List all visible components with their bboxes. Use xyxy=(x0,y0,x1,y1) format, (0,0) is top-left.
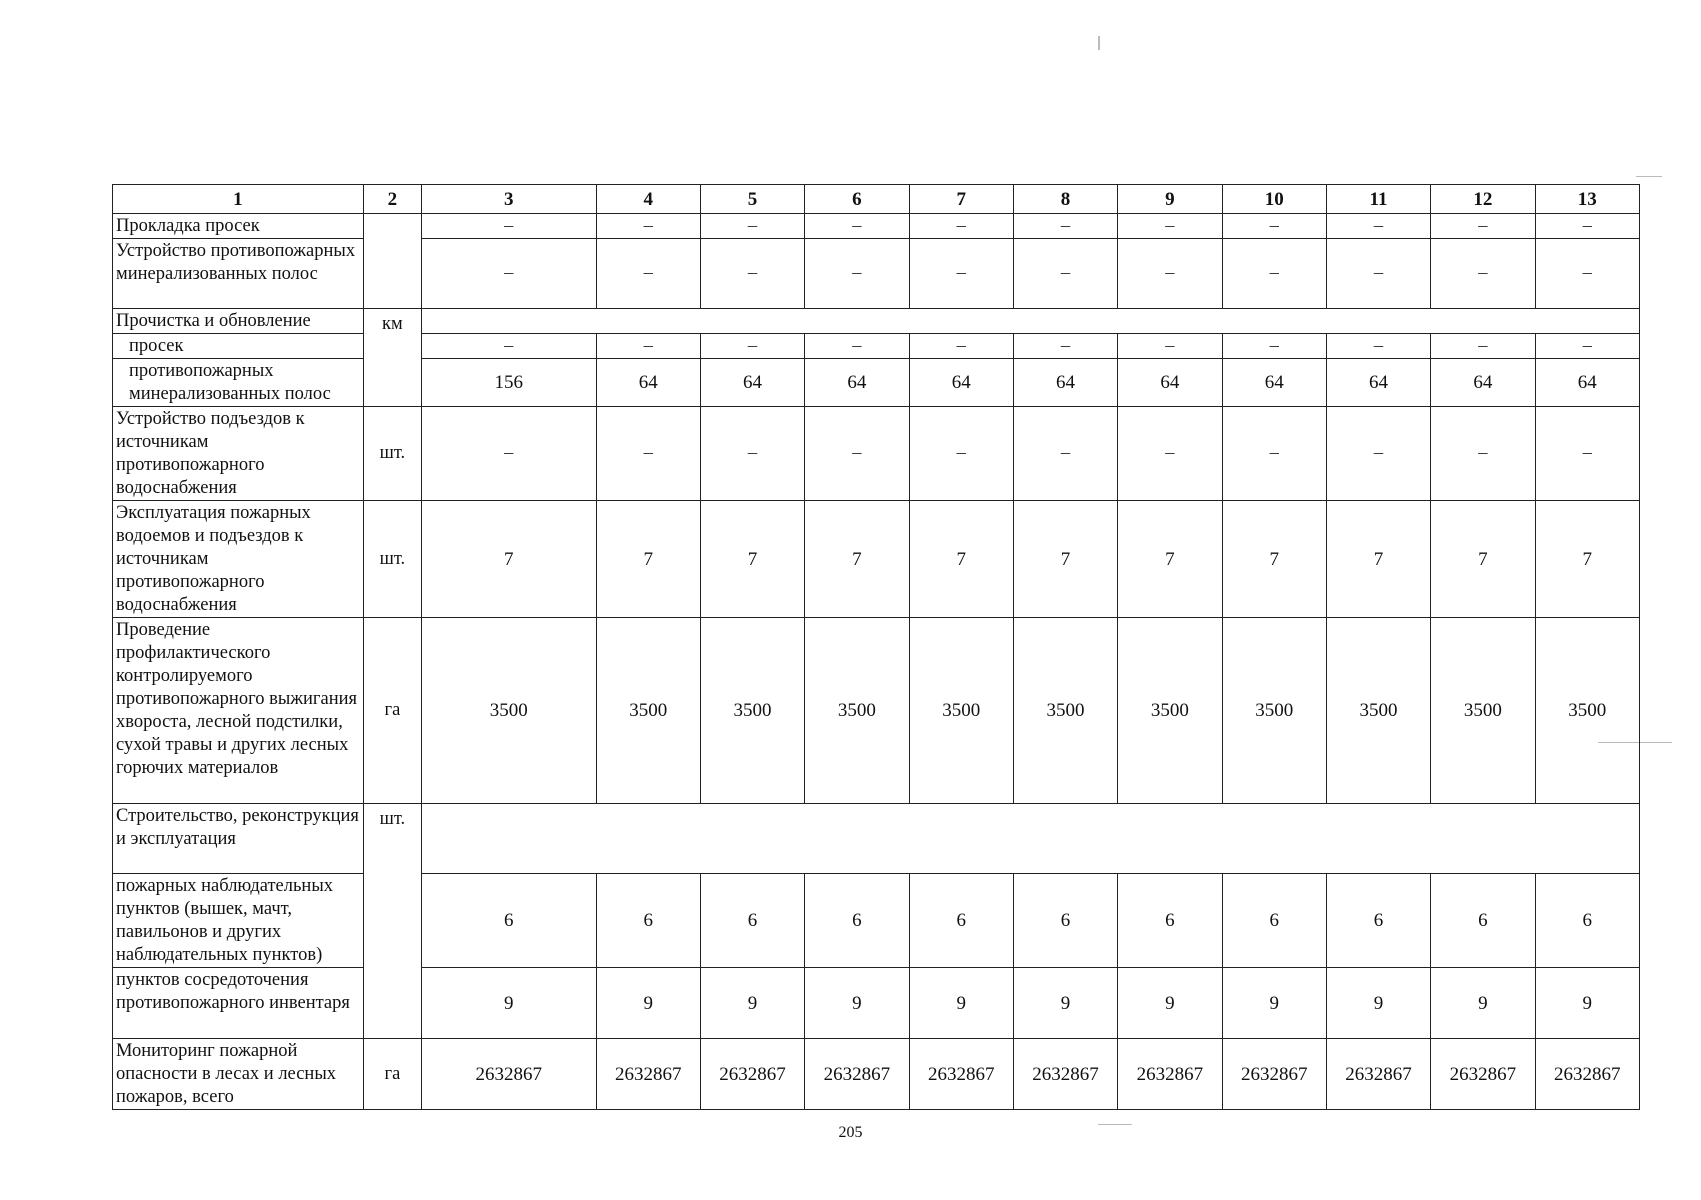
column-header: 4 xyxy=(596,185,700,214)
value-cell: 6 xyxy=(596,874,700,968)
value-cell: – xyxy=(1118,407,1222,501)
value-cell: – xyxy=(1535,407,1639,501)
value-cell: 3500 xyxy=(805,618,909,804)
value-cell: – xyxy=(1326,407,1430,501)
value-cell: 9 xyxy=(909,968,1013,1039)
value-cell: 9 xyxy=(700,968,804,1039)
scan-speck xyxy=(1098,36,1100,50)
column-header: 6 xyxy=(805,185,909,214)
value-cell: – xyxy=(909,214,1013,239)
value-cell: 6 xyxy=(909,874,1013,968)
value-cell: 2632867 xyxy=(1118,1039,1222,1110)
value-cell: 9 xyxy=(805,968,909,1039)
value-cell: 6 xyxy=(1013,874,1117,968)
unit-cell xyxy=(363,214,421,309)
value-cell: 6 xyxy=(1118,874,1222,968)
row-label: Строительство, реконструкция и эксплуатация xyxy=(113,804,364,874)
value-cell: 2632867 xyxy=(805,1039,909,1110)
header-row xyxy=(113,185,1640,214)
empty-span-cell xyxy=(422,804,1640,874)
value-cell: – xyxy=(1118,334,1222,359)
value-cell: 3500 xyxy=(1222,618,1326,804)
value-cell: – xyxy=(805,407,909,501)
value-cell: 3500 xyxy=(422,618,597,804)
column-header: 7 xyxy=(909,185,1013,214)
value-cell: – xyxy=(1013,334,1117,359)
value-cell: 9 xyxy=(1118,968,1222,1039)
column-header: 10 xyxy=(1222,185,1326,214)
value-cell: 64 xyxy=(1326,359,1430,407)
value-cell: – xyxy=(1431,239,1535,309)
value-cell: – xyxy=(1326,334,1430,359)
value-cell: 7 xyxy=(1326,501,1430,618)
table-row xyxy=(113,501,1640,618)
value-cell: – xyxy=(1222,239,1326,309)
table-row xyxy=(113,334,1640,359)
value-cell: 9 xyxy=(1431,968,1535,1039)
value-cell: 6 xyxy=(1431,874,1535,968)
value-cell: – xyxy=(1326,214,1430,239)
value-cell: – xyxy=(909,334,1013,359)
value-cell: 7 xyxy=(1222,501,1326,618)
value-cell: – xyxy=(1013,407,1117,501)
unit-cell: шт. xyxy=(363,501,421,618)
value-cell: 3500 xyxy=(1535,618,1639,804)
value-cell: – xyxy=(422,214,597,239)
column-header: 3 xyxy=(422,185,597,214)
value-cell: 9 xyxy=(1222,968,1326,1039)
row-label: пожарных наблюдательных пунктов (вышек, мачт, павильонов и других наблюдательных пунктов) xyxy=(113,874,364,968)
row-label: Эксплуатация пожарных водоемов и подъездов к источникам противопожарного водоснабжения xyxy=(113,501,364,618)
table-row xyxy=(113,968,1640,1039)
value-cell: 9 xyxy=(422,968,597,1039)
value-cell: – xyxy=(1535,239,1639,309)
column-header: 1 xyxy=(113,185,364,214)
row-label: противопожарных минерализованных полос xyxy=(113,359,364,407)
value-cell: 64 xyxy=(909,359,1013,407)
value-cell: 7 xyxy=(909,501,1013,618)
value-cell: 3500 xyxy=(1326,618,1430,804)
unit-cell: шт. xyxy=(363,804,421,1039)
value-cell: 3500 xyxy=(1431,618,1535,804)
value-cell: 6 xyxy=(1535,874,1639,968)
unit-cell: шт. xyxy=(363,407,421,501)
value-cell: – xyxy=(1222,334,1326,359)
value-cell: 64 xyxy=(1118,359,1222,407)
value-cell: 7 xyxy=(596,501,700,618)
value-cell: – xyxy=(1222,407,1326,501)
value-cell: 3500 xyxy=(700,618,804,804)
table-row xyxy=(113,1039,1640,1110)
value-cell: – xyxy=(700,214,804,239)
value-cell: 2632867 xyxy=(422,1039,597,1110)
value-cell: 7 xyxy=(1535,501,1639,618)
value-cell: – xyxy=(1326,239,1430,309)
value-cell: 64 xyxy=(1535,359,1639,407)
value-cell: – xyxy=(1535,214,1639,239)
value-cell: 9 xyxy=(596,968,700,1039)
row-label: Мониторинг пожарной опасности в лесах и лесных пожаров, всего xyxy=(113,1039,364,1110)
value-cell: 64 xyxy=(1013,359,1117,407)
value-cell: 7 xyxy=(1431,501,1535,618)
value-cell: 7 xyxy=(1118,501,1222,618)
row-label: Прочистка и обновление xyxy=(113,309,364,334)
value-cell: 3500 xyxy=(909,618,1013,804)
value-cell: 9 xyxy=(1535,968,1639,1039)
value-cell: – xyxy=(596,334,700,359)
value-cell: 2632867 xyxy=(1535,1039,1639,1110)
value-cell: 9 xyxy=(1013,968,1117,1039)
value-cell: – xyxy=(1535,334,1639,359)
value-cell: – xyxy=(1013,214,1117,239)
value-cell: – xyxy=(805,239,909,309)
unit-cell: га xyxy=(363,1039,421,1110)
value-cell: – xyxy=(596,407,700,501)
unit-cell: га xyxy=(363,618,421,804)
value-cell: – xyxy=(1222,214,1326,239)
row-label: Устройство противопожарных минерализованных полос xyxy=(113,239,364,309)
value-cell: – xyxy=(909,407,1013,501)
value-cell: 6 xyxy=(1326,874,1430,968)
value-cell: – xyxy=(596,214,700,239)
column-header: 9 xyxy=(1118,185,1222,214)
value-cell: 64 xyxy=(1431,359,1535,407)
value-cell: – xyxy=(805,334,909,359)
column-header: 5 xyxy=(700,185,804,214)
column-header: 8 xyxy=(1013,185,1117,214)
value-cell: 6 xyxy=(805,874,909,968)
value-cell: – xyxy=(700,407,804,501)
unit-cell: км xyxy=(363,309,421,407)
value-cell: 64 xyxy=(1222,359,1326,407)
value-cell: – xyxy=(1431,334,1535,359)
row-label: просек xyxy=(113,334,364,359)
value-cell: – xyxy=(700,239,804,309)
page-number: 205 xyxy=(838,1124,863,1141)
table-row xyxy=(113,407,1640,501)
fire-prevention-table xyxy=(112,184,1640,1110)
value-cell: 7 xyxy=(700,501,804,618)
value-cell: 7 xyxy=(1013,501,1117,618)
row-label: Устройство подъездов к источникам противопожарного водоснабжения xyxy=(113,407,364,501)
value-cell: – xyxy=(422,407,597,501)
value-cell: 3500 xyxy=(1118,618,1222,804)
column-header: 13 xyxy=(1535,185,1639,214)
value-cell: 2632867 xyxy=(700,1039,804,1110)
value-cell: – xyxy=(422,334,597,359)
value-cell: 2632867 xyxy=(596,1039,700,1110)
table-row xyxy=(113,874,1640,968)
row-label: пунктов сосредоточения противопожарного инвентаря xyxy=(113,968,364,1039)
value-cell: 2632867 xyxy=(909,1039,1013,1110)
value-cell: 7 xyxy=(422,501,597,618)
value-cell: 6 xyxy=(1222,874,1326,968)
value-cell: 2632867 xyxy=(1013,1039,1117,1110)
row-label: Прокладка просек xyxy=(113,214,364,239)
value-cell: 64 xyxy=(805,359,909,407)
value-cell: 64 xyxy=(700,359,804,407)
value-cell: 2632867 xyxy=(1222,1039,1326,1110)
value-cell: – xyxy=(909,239,1013,309)
scan-speck xyxy=(1636,176,1662,177)
table-row xyxy=(113,239,1640,309)
table-row xyxy=(113,804,1640,874)
empty-span-cell xyxy=(422,309,1640,334)
value-cell: – xyxy=(596,239,700,309)
value-cell: 6 xyxy=(700,874,804,968)
column-header: 11 xyxy=(1326,185,1430,214)
value-cell: – xyxy=(1118,239,1222,309)
column-header: 12 xyxy=(1431,185,1535,214)
value-cell: – xyxy=(422,239,597,309)
value-cell: 3500 xyxy=(596,618,700,804)
value-cell: 156 xyxy=(422,359,597,407)
row-label: Проведение профилактического контролируемого противопожарного выжигания хвороста, лесной подстилки, сухой травы и других лесных горючих материалов xyxy=(113,618,364,804)
value-cell: 3500 xyxy=(1013,618,1117,804)
value-cell: 7 xyxy=(805,501,909,618)
value-cell: – xyxy=(1431,214,1535,239)
value-cell: – xyxy=(1013,239,1117,309)
column-header: 2 xyxy=(363,185,421,214)
value-cell: – xyxy=(700,334,804,359)
value-cell: – xyxy=(1431,407,1535,501)
value-cell: – xyxy=(805,214,909,239)
table-row xyxy=(113,618,1640,804)
value-cell: 9 xyxy=(1326,968,1430,1039)
value-cell: 2632867 xyxy=(1326,1039,1430,1110)
value-cell: 64 xyxy=(596,359,700,407)
table-row xyxy=(113,309,1640,334)
value-cell: 2632867 xyxy=(1431,1039,1535,1110)
table-row xyxy=(113,359,1640,407)
value-cell: 6 xyxy=(422,874,597,968)
value-cell: – xyxy=(1118,214,1222,239)
table-row xyxy=(113,214,1640,239)
